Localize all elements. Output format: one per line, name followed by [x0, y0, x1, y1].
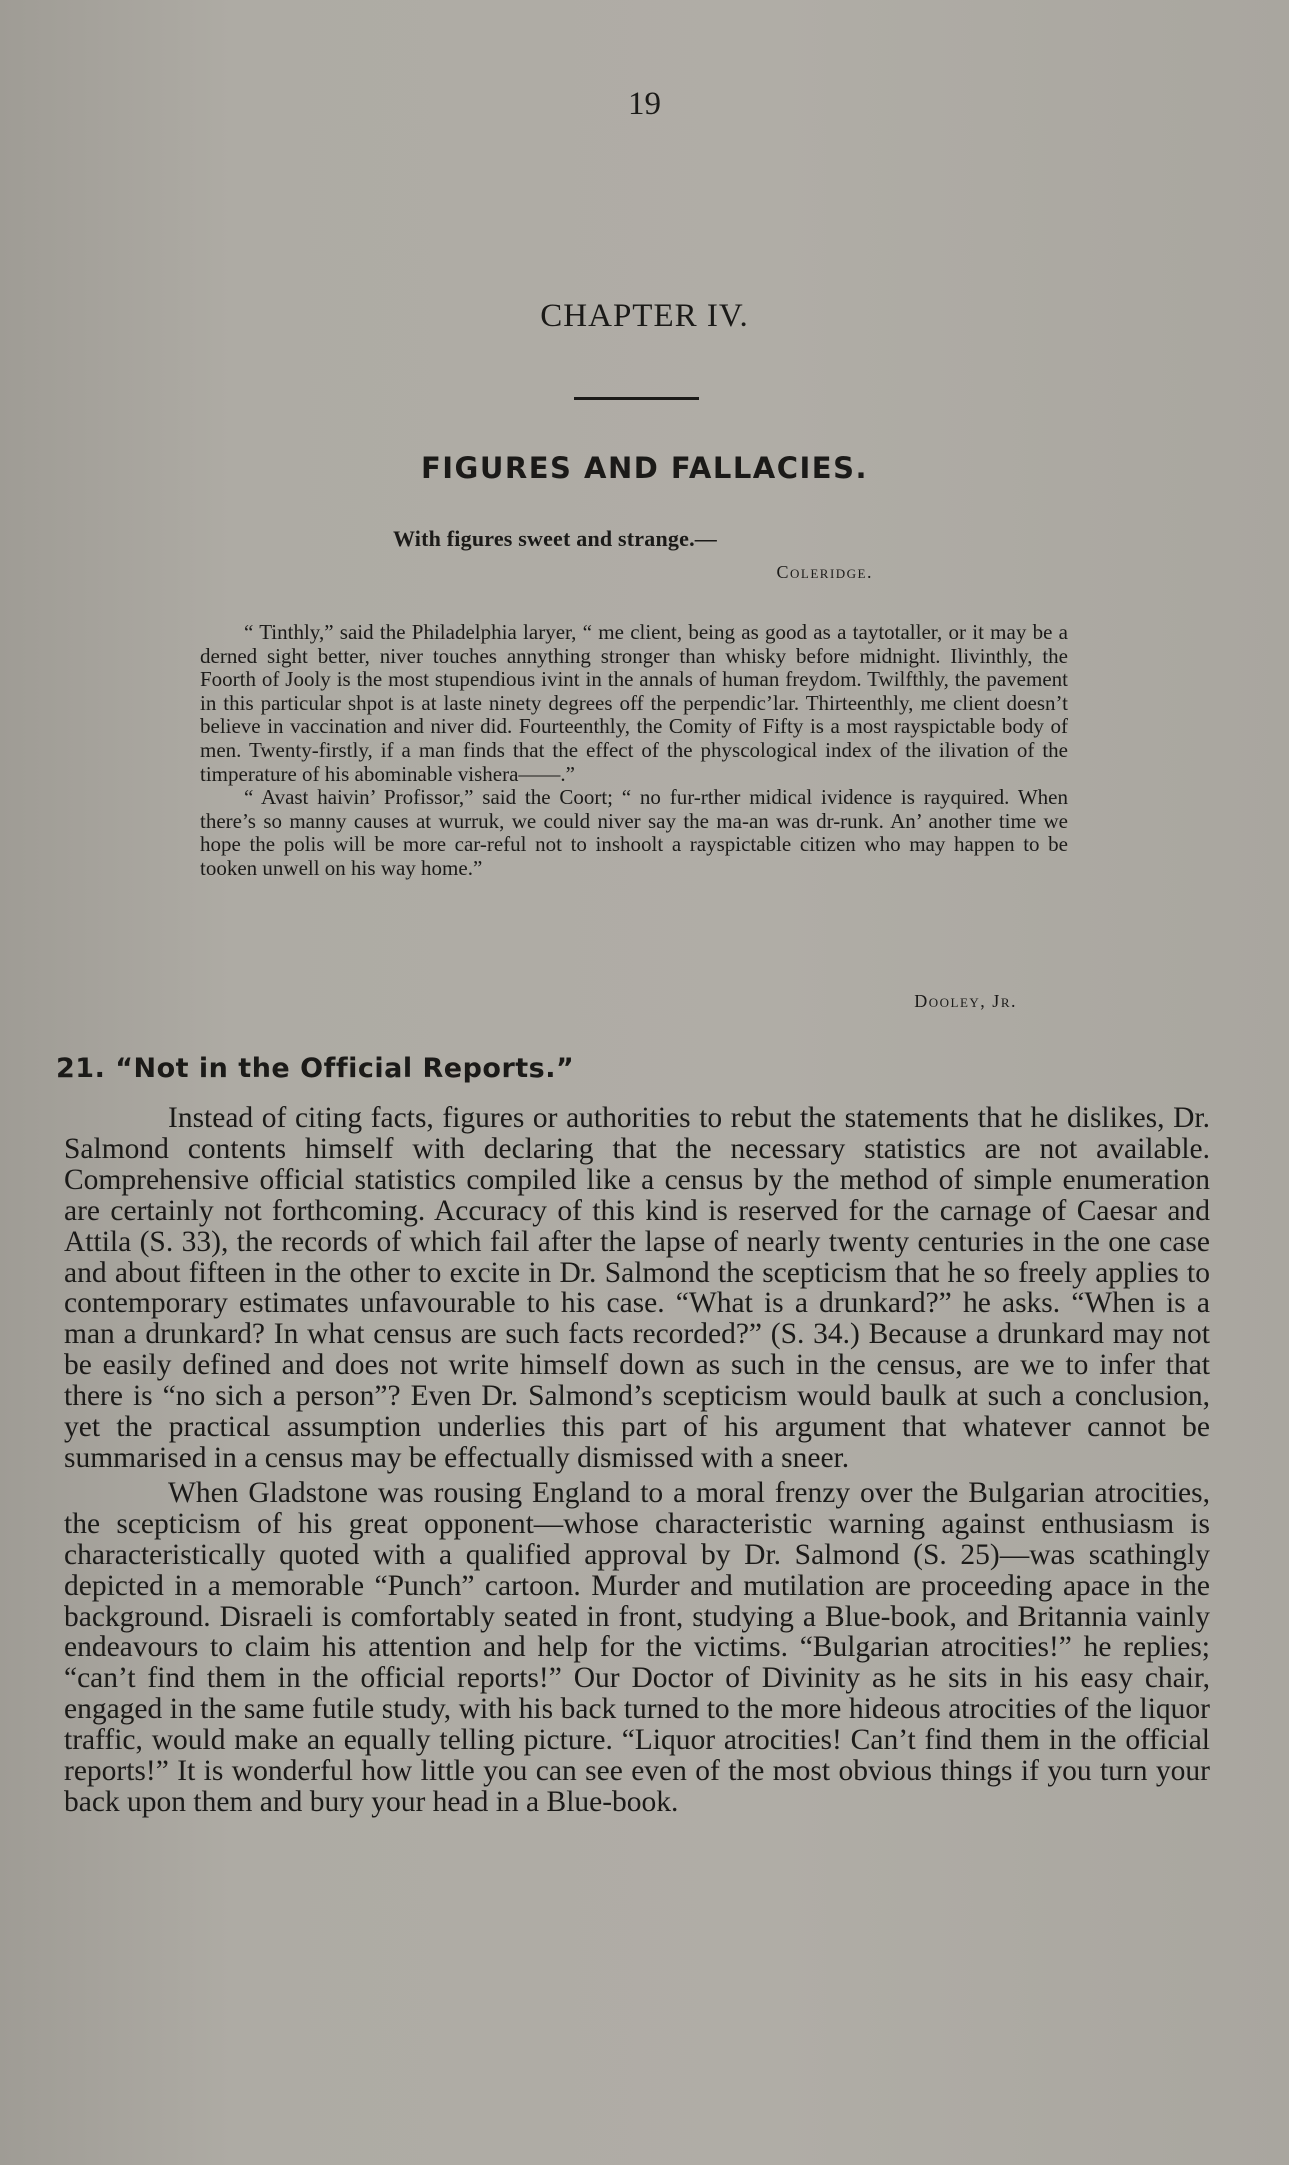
epigraph-attribution: Coleridge. — [776, 562, 873, 582]
quotation-paragraph: “ Tinthly,” said the Philadelphia laryer, “ me client, being as good as a taytotaller, or it may be a derned sight better, niver touches annything stronger than whisky before midnight. Ilivinthly, the Foorth of Jooly is the most stupendious ivint in the annals of human freydom. Twilfthly, the pavement in this particular shpot is at laste ninety degrees off the perpendic’lar. Thirteenthly, me client doesn’t believe in vaccination and niver did. Fourteenthly, the Comity of Fifty is a most rayspictable body of men. Twenty-firstly, if a man finds that the effect of the physcological index of the ilivation of the timperature of his abominable vishera——.” — [200, 620, 1068, 786]
quotation-attribution: Dooley, Jr. — [914, 991, 1017, 1011]
epigraph-text: With figures sweet and strange.— — [393, 526, 717, 551]
chapter-title: FIGURES AND FALLACIES. — [420, 451, 869, 485]
section-body — [64, 1103, 1210, 1818]
body-paragraph: When Gladstone was rousing England to a moral frenzy over the Bulgarian atrocities, the scepticism of his great opponent—whose characteristic warning against enthusiasm is characteristically quoted with a qualified approval by Dr. Salmond (S. 25)—was scathingly depicted in a memorable “Punch” cartoon. Murder and mutilation are proceeding apace in the background. Disraeli is comfortably seated in front, studying a Blue-book, and Britannia vainly endeavours to claim his attention and help for the victims. “Bulgarian atrocities!” he replies; “can’t find them in the official reports!” Our Doctor of Divinity as he sits in his easy chair, engaged in the same futile study, with his back turned to the more hideous atrocities of the liquor traffic, would make an equally telling picture. “Liquor atrocities! Can’t find them in the official reports!” It is wonderful how little you can see even of the most obvious things if you turn your back upon them and bury your head in a Blue-book. — [64, 1476, 1210, 1818]
section-heading: 21. “Not in the Official Reports.” — [56, 1053, 575, 1084]
quotation-block — [200, 621, 1068, 881]
chapter-heading: CHAPTER IV. — [540, 298, 749, 334]
page-number: 19 — [628, 86, 661, 122]
chapter-divider — [574, 397, 699, 400]
body-paragraph: Instead of citing facts, figures or authorities to rebut the statements that he dislikes, Dr. Salmond contents himself with declaring that the necessary statistics are not available. Comprehensive official statistics compiled like a census by the method of simple enumeration are certainly not forthcoming. Accuracy of this kind is reserved for the carnage of Caesar and Attila (S. 33), the records of which fail after the lapse of nearly twenty centuries in the one case and about fifteen in the other to excite in Dr. Salmond the scepticism that he so freely applies to contemporary estimates unfavourable to his case. “What is a drunkard?” he asks. “When is a man a drunkard? In what census are such facts recorded?” (S. 34.) Because a drunkard may not be easily defined and does not write himself down as such in the census, are we to infer that there is “no sich a person”? Even Dr. Salmond’s scepticism would baulk at such a conclusion, yet the practical assumption underlies this part of his argument that whatever cannot be summarised in a census may be effectually dismissed with a sneer. — [64, 1102, 1210, 1474]
quotation-paragraph: “ Avast haivin’ Profissor,” said the Coort; “ no fur-rther midical ividence is rayquired. When there’s so manny causes at wurruk, we could niver say the ma-an was dr-runk. An’ another time we hope the polis will be more car-reful not to inshoolt a rayspictable citizen who may happen to be tooken unwell on his way home.” — [200, 785, 1068, 880]
